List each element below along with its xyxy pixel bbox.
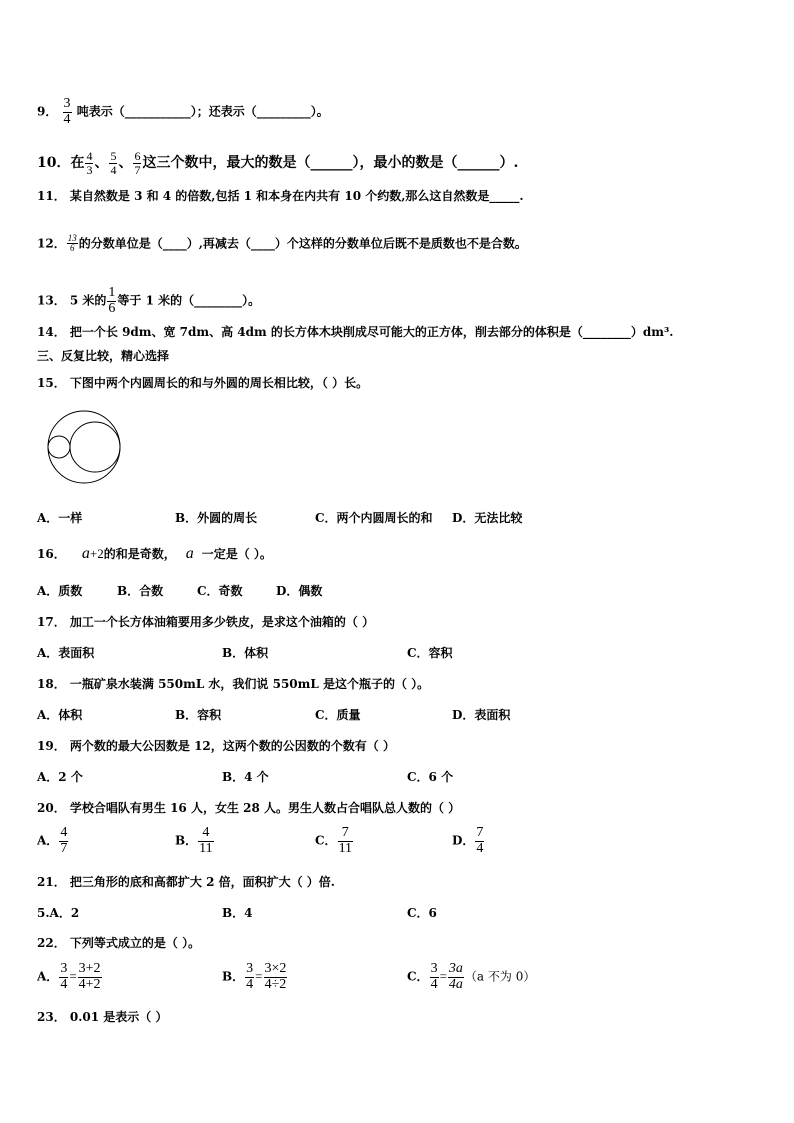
question-19 <box>37 738 395 754</box>
question-18 <box>37 676 429 692</box>
option-d[interactable]: D．无法比较 <box>452 511 523 525</box>
option-c[interactable]: C．6 个 <box>407 770 454 784</box>
question-number: 20． <box>37 801 66 815</box>
option-b[interactable]: B． $\frac{3}{4}$ = $\frac{3\times 2}{4\div 2}$ <box>222 961 287 992</box>
option-a[interactable]: A．体积 <box>37 708 83 722</box>
question-text: 把一个长 9dm、宽 7dm、高 4dm 的长方体木块削成尽可能大的正方体，削去部分的体积是（________）dm³. <box>69 325 674 339</box>
option-d[interactable]: D．表面积 <box>452 708 511 722</box>
question-text: 加工一个长方体油箱要用多少铁皮，是求这个油箱的（ ） <box>69 615 375 629</box>
fraction: $\frac{7}{4}$ <box>476 825 484 856</box>
option-c[interactable]: C．奇数 <box>197 584 243 598</box>
fraction: $\frac{3}{4}$ <box>430 961 438 992</box>
option-c[interactable]: C．两个内圆周长的和 <box>315 511 433 525</box>
question-16: 16． a+2的和是奇数， a 一定是（ ）。 <box>37 545 272 562</box>
question-21 <box>37 874 335 890</box>
option-c[interactable]: C．6 <box>407 906 437 920</box>
question-number: 13． <box>37 293 66 308</box>
question-number: 12． <box>37 236 66 251</box>
question-number: 11． <box>37 189 66 203</box>
option-a[interactable]: A．2 个 <box>37 770 83 784</box>
option-a[interactable]: 5.A．2 <box>37 906 80 920</box>
section-heading: 三、反复比较，精心选择 <box>37 349 170 363</box>
option-c[interactable]: C． $\frac{7}{11}$ <box>315 825 353 856</box>
option-b[interactable]: B．合数 <box>117 584 164 598</box>
option-b[interactable]: B．外圆的周长 <box>175 511 258 525</box>
question-number: 14． <box>37 325 66 339</box>
question-text: 等于 1 米的（________）。 <box>117 293 261 308</box>
question-9 <box>37 97 329 127</box>
question-number: 22． <box>37 936 66 950</box>
option-c[interactable]: C．质量 <box>315 708 361 722</box>
option-c[interactable]: C． $\frac{3}{4}$ = $\frac{3a}{4a}$ （a 不为 0） <box>407 961 536 992</box>
question-text: 一定是（ ）。 <box>201 547 272 561</box>
question-text: 下列等式成立的是（ ）。 <box>69 936 201 950</box>
option-b[interactable]: B．4 <box>222 906 253 920</box>
question-number: 23． <box>37 1010 66 1024</box>
question-text: 两个数的最大公因数是 12，这两个数的公因数的个数有（ ） <box>69 739 395 753</box>
fraction: $\frac{4}{7}$ <box>60 825 68 856</box>
question-text: 把三角形的底和高都扩大 2 倍，面积扩大（ ）倍. <box>69 875 335 889</box>
question-14 <box>37 324 673 340</box>
question-17 <box>37 614 374 630</box>
question-text: 吨表示（___________）；还表示（_________）。 <box>76 104 329 119</box>
option-d[interactable]: D．偶数 <box>276 584 323 598</box>
question-22 <box>37 935 200 951</box>
option-a[interactable]: A．一样 <box>37 511 83 525</box>
fraction: $\frac{7}{11}$ <box>338 825 353 856</box>
question-15 <box>37 375 368 391</box>
variable-a: a <box>81 545 90 562</box>
fraction: $\frac{13}{6}$ <box>67 233 77 254</box>
question-number: 15． <box>37 376 66 390</box>
condition-note: （a 不为 0） <box>464 969 536 984</box>
option-a[interactable]: A． $\frac{3}{4}$ = $\frac{3+2}{4+2}$ <box>37 961 101 992</box>
fraction: $\frac{3\times 2}{4\div 2}$ <box>264 961 287 992</box>
fraction: $\frac{3a}{4a}$ <box>448 961 463 992</box>
question-number: 10． <box>37 155 71 172</box>
question-23 <box>37 1009 167 1025</box>
option-b[interactable]: B．4 个 <box>222 770 269 784</box>
question-text: 下图中两个内圆周长的和与外圆的周长相比较，（ ）长。 <box>69 376 369 390</box>
question-10: 10．在 $\frac{4}{3}$ 、 $\frac{5}{4}$ 、 $\frac{6}{7}$ 这三个数中，最大的数是（______），最小的数是（______）. <box>37 149 519 177</box>
question-text: 学校合唱队有男生 16 人，女生 28 人。男生人数占合唱队总人数的（ ） <box>69 801 461 815</box>
question-13: 13． 5 米的 $\frac{1}{6}$ 等于 1 米的（________）。 <box>37 285 261 316</box>
fraction: $\frac{1}{6}$ <box>108 285 116 316</box>
option-b[interactable]: B．体积 <box>222 646 269 660</box>
outer-circle <box>48 411 120 483</box>
question-20 <box>37 800 460 816</box>
question-number: 16． <box>37 547 66 561</box>
inner-circle-small <box>48 436 70 458</box>
option-d[interactable]: D． $\frac{7}{4}$ <box>452 825 484 856</box>
option-b[interactable]: B． $\frac{4}{11}$ <box>175 825 213 856</box>
question-number: 21． <box>37 875 66 889</box>
question-number: 18． <box>37 677 66 691</box>
fraction: $\frac{3}{4}$ <box>60 961 68 992</box>
question-number: 17． <box>37 615 66 629</box>
option-b[interactable]: B．容积 <box>175 708 222 722</box>
question-text: 的分数单位是（____）,再减去（____）个这样的分数单位后既不是质数也不是合数。 <box>78 236 527 251</box>
question-number: 9． <box>37 104 58 119</box>
question-text: 0.01 是表示（ ） <box>69 1010 168 1024</box>
option-a[interactable]: A． $\frac{4}{7}$ <box>37 825 68 856</box>
inner-circle-large <box>70 422 120 472</box>
question-12 <box>37 234 527 254</box>
fraction: $\frac{6}{7}$ <box>134 149 141 177</box>
question-11 <box>37 188 524 204</box>
fraction: $\frac{3}{4}$ <box>246 961 254 992</box>
circles-figure <box>42 410 126 484</box>
fraction: $\frac{5}{4}$ <box>110 149 117 177</box>
question-number: 19． <box>37 739 66 753</box>
fraction: $\frac{3+2}{4+2}$ <box>78 961 101 992</box>
question-text: 某自然数是 3 和 4 的倍数,包括 1 和本身在内共有 10 个约数,那么这自然数是_____. <box>69 189 524 203</box>
fraction: $\frac{3}{4}$ <box>63 96 71 127</box>
option-c[interactable]: C．容积 <box>407 646 453 660</box>
fraction: $\frac{4}{3}$ <box>86 149 93 177</box>
option-a[interactable]: A．表面积 <box>37 646 95 660</box>
fraction: $\frac{4}{11}$ <box>199 825 213 856</box>
question-text: 一瓶矿泉水装满 550mL 水，我们说 550mL 是这个瓶子的（ ）。 <box>69 677 430 691</box>
option-a[interactable]: A．质数 <box>37 584 83 598</box>
variable-a: a <box>185 545 194 562</box>
question-text: 这三个数中，最大的数是（______），最小的数是（______）. <box>142 155 519 172</box>
